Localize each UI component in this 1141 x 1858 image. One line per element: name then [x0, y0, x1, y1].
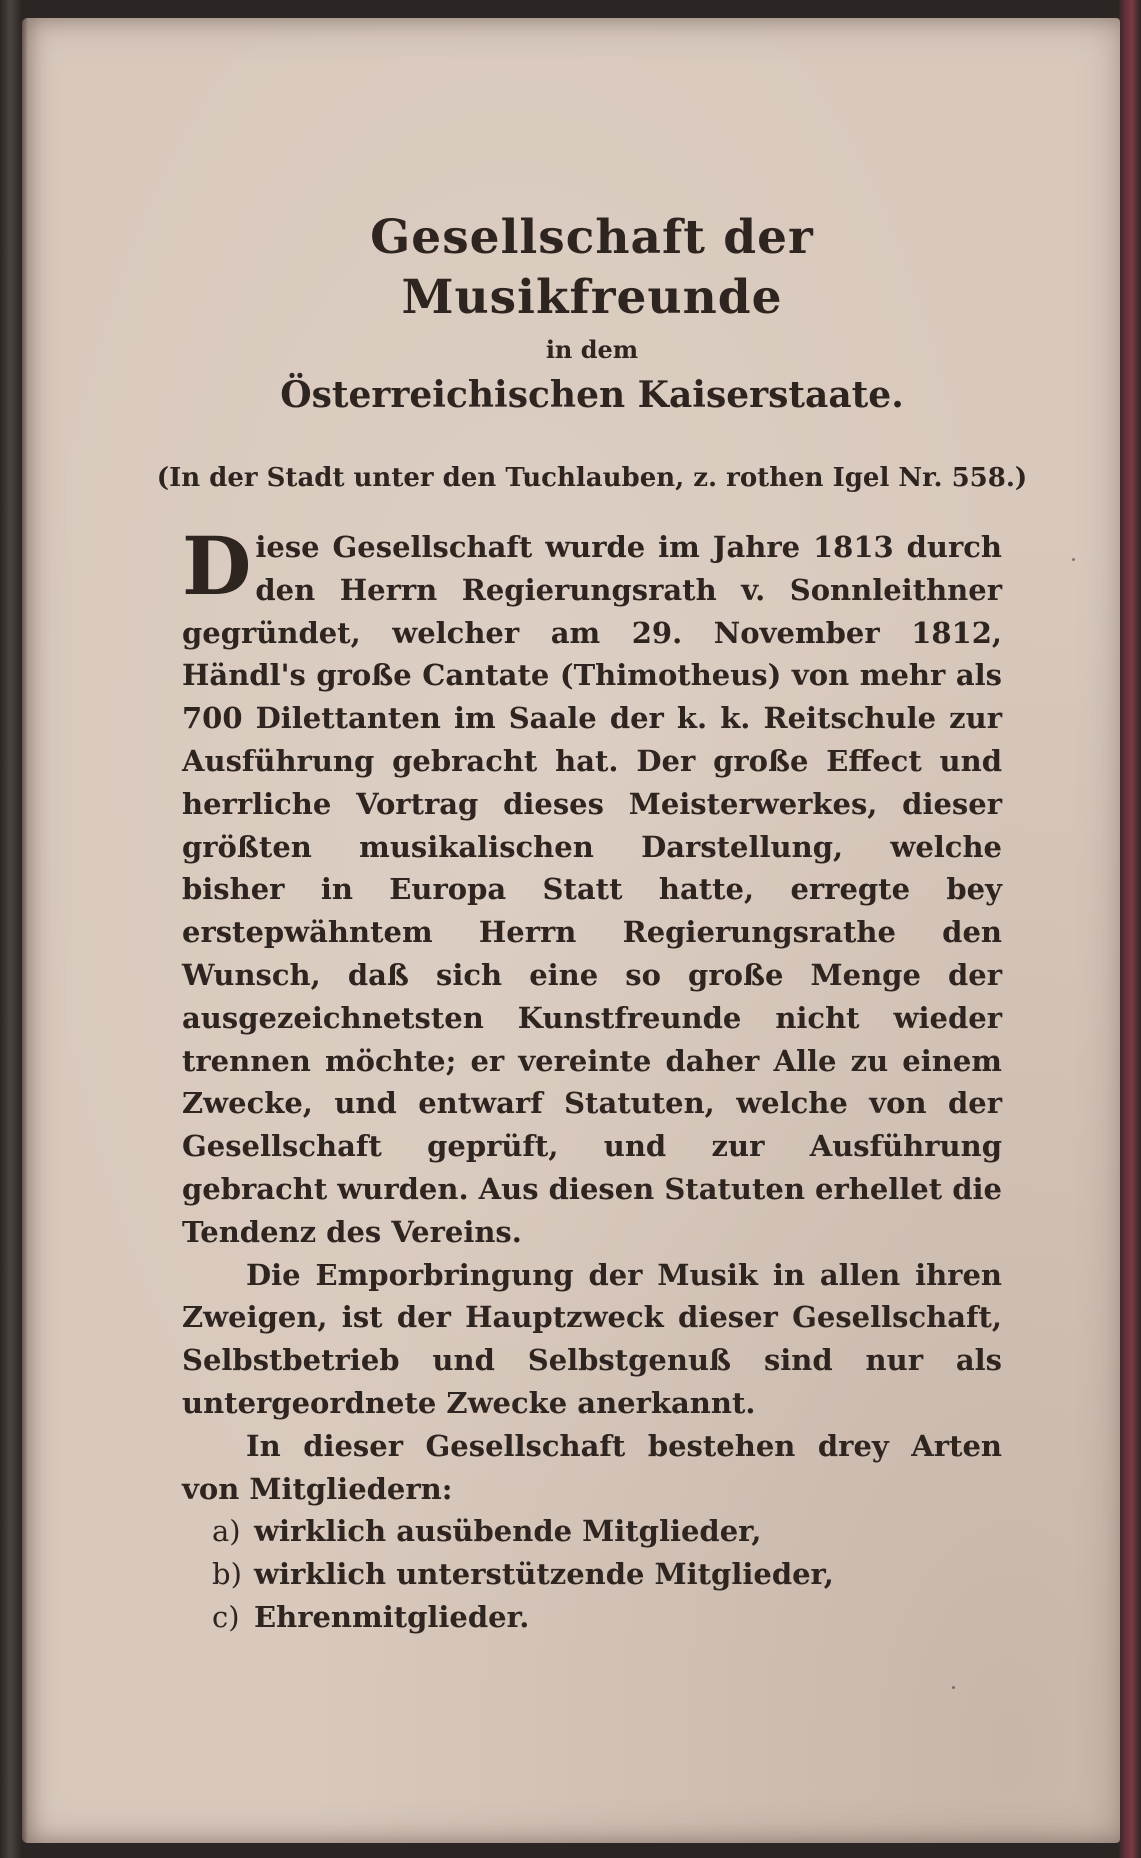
list-item	[212, 1596, 1002, 1639]
page-title: Gesellschaft der Musikfreunde	[370, 210, 814, 325]
subtitle-connector: in dem	[545, 335, 639, 364]
list-item	[212, 1510, 1002, 1553]
list-item	[212, 1553, 1002, 1596]
binding-shadow	[22, 18, 28, 1843]
paragraph-1: Diese Gesellschaft wurde im Jahre 1813 durch den Herrn Regierungsrath v. Sonnleithner gegründet, welcher am 29. November 1812, Händl's große Cantate (Thimotheus) von mehr als 700 Dilettanten im Saale der k. k. Reitschule zur Ausführung gebracht hat. Der große Effect und herrliche Vortrag dieses Meisterwerkes, dieser größten musikalischen Darstellung, welche bisher in Europa Statt hatte, erregte bey erstерwähntem Herrn Regierungsrathe den Wunsch, daß sich eine so große Menge der ausgezeichnetsten Kunstfreunde nicht wieder trennen möchte; er vereinte daher Alle zu einem Zwecke, und entwarf Statuten, welche von der Gesellschaft geprüft, und zur Ausführung gebracht wurden. Aus diesen Statuten erhellet die Tendenz des Vereins.	[182, 519, 1002, 1249]
list-marker: c)	[212, 1599, 240, 1634]
paper-speck	[1072, 558, 1075, 561]
page-content	[156, 208, 1028, 1639]
list-marker: b)	[212, 1557, 242, 1592]
subtitle: Österreichischen Kaiserstaate.	[280, 374, 904, 416]
paper-speck	[952, 1686, 955, 1689]
body-text	[182, 519, 1002, 1639]
member-types-list	[182, 1510, 1002, 1638]
book-page	[22, 18, 1120, 1843]
list-marker: a)	[212, 1514, 241, 1549]
list-item-text: Ehrenmitglieder.	[254, 1599, 530, 1634]
paragraph-2: Die Emporbringung der Musik in allen ihren Zweigen, ist der Hauptzweck dieser Gesellschaft, Selbstbetrieb und Selbstgenuß sind nur als untergeordnete Zwecke anerkannt.	[182, 1257, 1002, 1420]
address-line: (In der Stadt unter den Tuchlauben, z. rothen Igel Nr. 558.)	[156, 463, 1028, 493]
paragraph-3: In dieser Gesellschaft bestehen drey Arten von Mitgliedern:	[182, 1428, 1002, 1506]
list-item-text: wirklich unterstützende Mitglieder,	[254, 1557, 834, 1592]
list-item-text: wirklich ausübende Mitglieder,	[254, 1514, 762, 1549]
